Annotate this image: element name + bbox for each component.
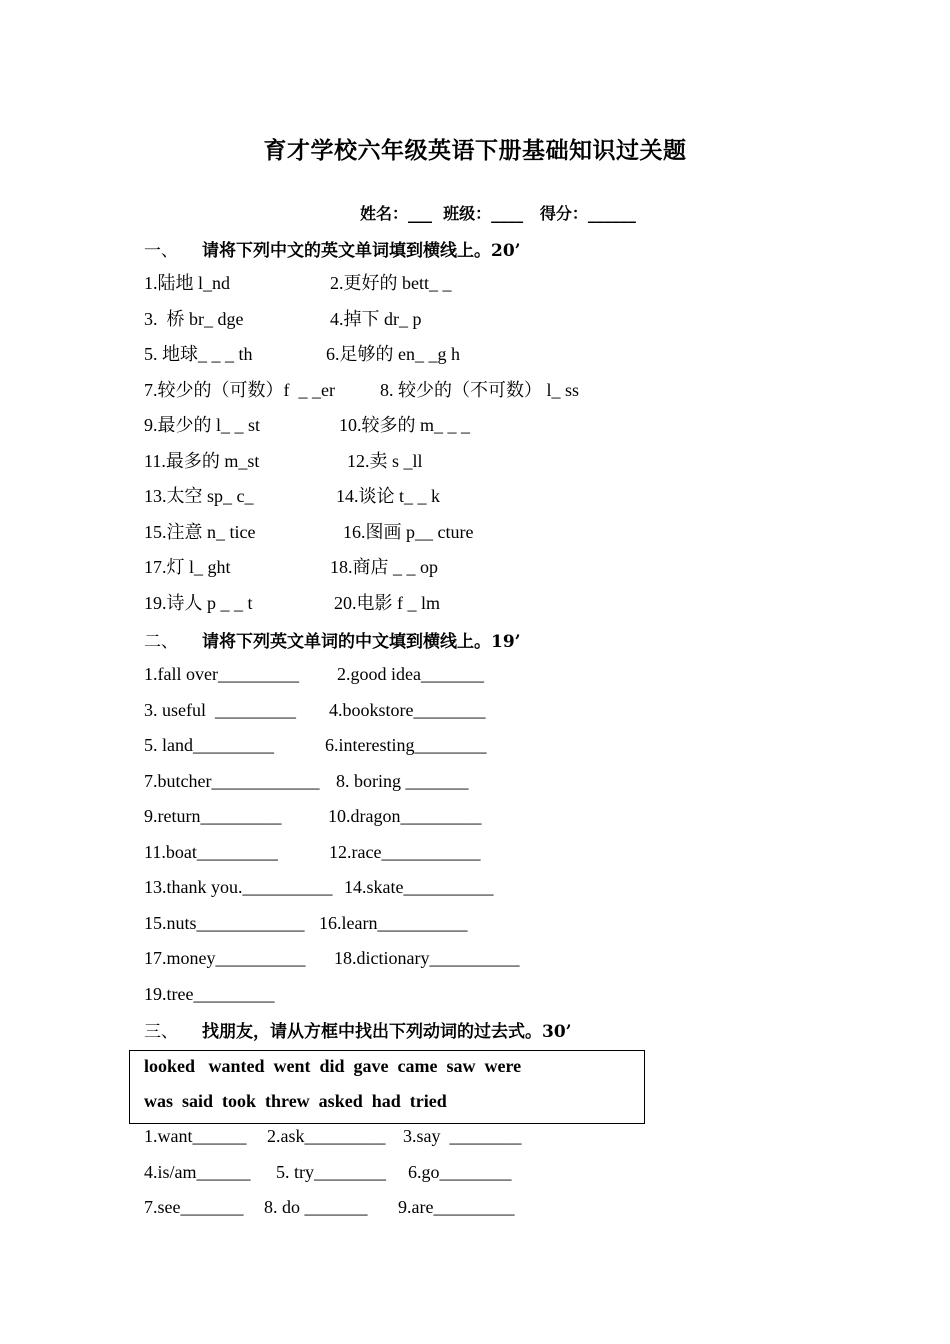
s3-item-8: 8. do _______	[264, 1197, 368, 1217]
s2-item-12: 12.race___________	[329, 842, 481, 862]
word-bank-line-1: looked wanted went did gave came saw were	[144, 1056, 522, 1076]
s1-item-14: 14.谈论 t_ _ k	[336, 486, 441, 506]
s3-item-7: 7.see_______	[144, 1197, 244, 1217]
section1-instruction: 请将下列中文的英文单词填到横线上。20’	[202, 241, 521, 261]
s3-item-1: 1.want______	[144, 1126, 247, 1146]
s3-item-5: 5. try________	[276, 1162, 386, 1182]
s2-item-15: 15.nuts____________	[144, 913, 305, 933]
section3-heading	[144, 1017, 572, 1042]
student-info-line: 姓名：___ 班级：____ 得分：______	[360, 204, 636, 223]
s2-item-13: 13.thank you.__________	[144, 877, 333, 897]
section3-instruction: 找朋友，请从方框中找出下列动词的过去式。30’	[202, 1022, 572, 1042]
s1-item-11: 11.最多的 m_st	[144, 451, 260, 471]
s1-item-8: 8. 较少的（不可数） l_ ss	[380, 380, 580, 400]
s2-item-5: 5. land_________	[144, 735, 274, 755]
s1-item-19: 19.诗人 p _ _ t	[144, 593, 253, 613]
s3-item-2: 2.ask_________	[267, 1126, 386, 1146]
s2-item-3: 3. useful _________	[144, 700, 296, 720]
s2-item-18: 18.dictionary__________	[334, 948, 520, 968]
s1-item-6: 6.足够的 en_ _g h	[326, 344, 460, 364]
section1-number: 一、	[144, 241, 178, 261]
s1-item-5: 5. 地球_ _ _ th	[144, 344, 253, 364]
s1-item-7: 7.较少的（可数）f _ _er	[144, 380, 335, 400]
s2-item-16: 16.learn__________	[319, 913, 468, 933]
section2-heading	[144, 627, 521, 652]
s1-item-4: 4.掉下 dr_ p	[330, 309, 422, 329]
s1-item-18: 18.商店 _ _ op	[330, 557, 438, 577]
s1-item-15: 15.注意 n_ tice	[144, 522, 256, 542]
s3-item-3: 3.say ________	[403, 1126, 522, 1146]
s3-item-4: 4.is/am______	[144, 1162, 251, 1182]
s1-item-1: 1.陆地 l_nd	[144, 273, 231, 293]
s1-item-13: 13.太空 sp_ c_	[144, 486, 254, 506]
section3-number: 三、	[144, 1022, 178, 1042]
s1-item-16: 16.图画 p__ cture	[343, 522, 474, 542]
section2-instruction: 请将下列英文单词的中文填到横线上。19’	[202, 632, 521, 652]
s2-item-17: 17.money__________	[144, 948, 306, 968]
s1-item-10: 10.较多的 m_ _ _	[339, 415, 471, 435]
word-bank-box	[129, 1050, 645, 1124]
s2-item-8: 8. boring _______	[336, 771, 469, 791]
s2-item-4: 4.bookstore________	[329, 700, 486, 720]
s1-item-2: 2.更好的 bett_ _	[330, 273, 452, 293]
s2-item-6: 6.interesting________	[325, 735, 487, 755]
s3-item-6: 6.go________	[408, 1162, 512, 1182]
s2-item-7: 7.butcher____________	[144, 771, 320, 791]
s2-item-2: 2.good idea_______	[337, 664, 484, 684]
s2-item-1: 1.fall over_________	[144, 664, 299, 684]
s2-item-14: 14.skate__________	[344, 877, 494, 897]
section2-number: 二、	[144, 632, 178, 652]
section1-heading	[144, 236, 521, 261]
word-bank-line-2: was said took threw asked had tried	[144, 1091, 447, 1111]
s2-item-9: 9.return_________	[144, 806, 282, 826]
s2-item-10: 10.dragon_________	[328, 806, 482, 826]
s1-item-12: 12.卖 s _ll	[347, 451, 423, 471]
document-title: 育才学校六年级英语下册基础知识过关题	[263, 137, 687, 164]
s1-item-3: 3. 桥 br_ dge	[144, 309, 244, 329]
s1-item-20: 20.电影 f _ lm	[334, 593, 440, 613]
s3-item-9: 9.are_________	[398, 1197, 515, 1217]
s2-item-19: 19.tree_________	[144, 984, 275, 1004]
s1-item-17: 17.灯 l_ ght	[144, 557, 231, 577]
s1-item-9: 9.最少的 l_ _ st	[144, 415, 261, 435]
s2-item-11: 11.boat_________	[144, 842, 278, 862]
